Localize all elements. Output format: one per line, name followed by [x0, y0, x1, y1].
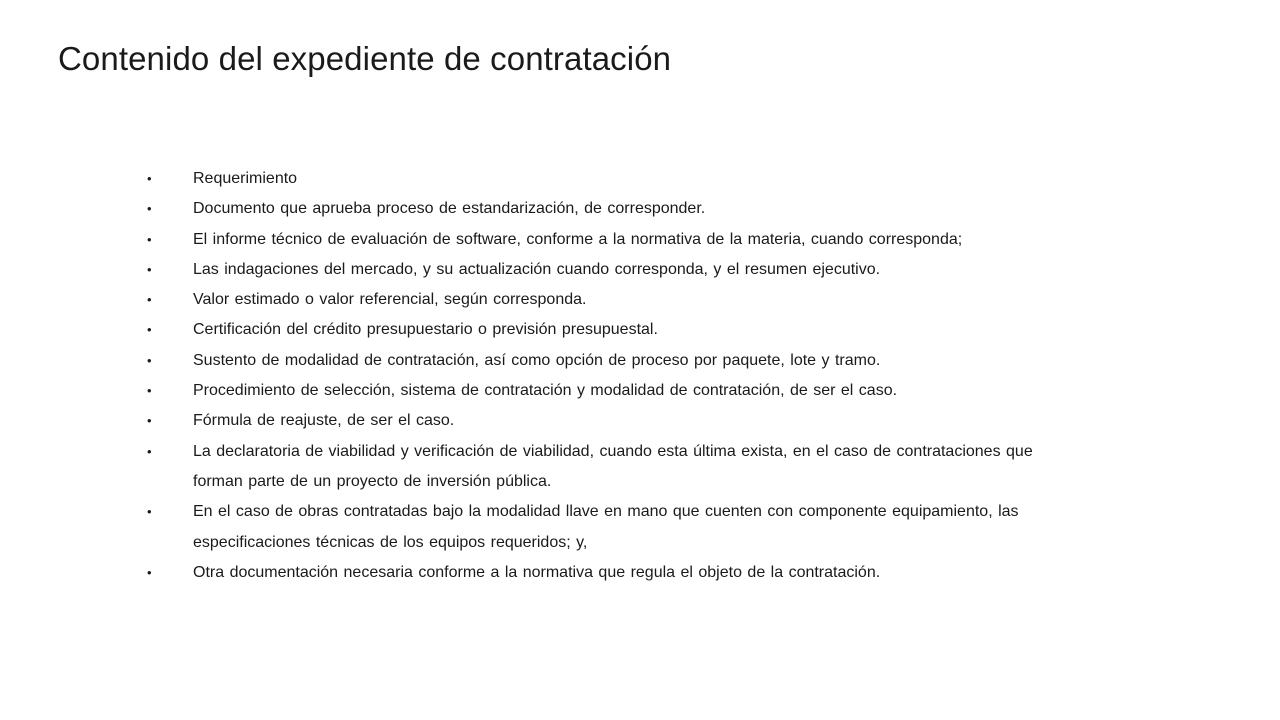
bullet-icon: •	[147, 292, 152, 308]
list-item-text: Certificación del crédito presupuestario o previsión presupuestal.	[193, 321, 658, 339]
list-item	[145, 346, 1045, 376]
bullet-icon: •	[147, 443, 152, 459]
list-item	[145, 194, 1045, 224]
list-item-text: Sustento de modalidad de contratación, así como opción de proceso por paquete, lote y tramo.	[193, 351, 881, 369]
list-item	[145, 285, 1045, 315]
list-item-text: En el caso de obras contratadas bajo la modalidad llave en mano que cuenten con componente equipamiento, las especificaciones técnicas de los equipos requeridos; y,	[193, 503, 1019, 551]
bullet-icon: •	[147, 504, 152, 520]
list-item	[145, 225, 1045, 255]
list-item-text: Documento que aprueba proceso de estandarización, de corresponder.	[193, 200, 706, 218]
bullet-icon: •	[147, 352, 152, 368]
list-item	[145, 558, 1045, 588]
bullet-icon: •	[147, 383, 152, 399]
list-item-text: El informe técnico de evaluación de software, conforme a la normativa de la materia, cuando corresponda;	[193, 230, 963, 248]
bullet-icon: •	[147, 261, 152, 277]
list-item	[145, 406, 1045, 436]
bullet-icon: •	[147, 231, 152, 247]
list-item-text: Las indagaciones del mercado, y su actualización cuando corresponda, y el resumen ejecutivo.	[193, 260, 881, 278]
bullet-icon: •	[147, 171, 152, 186]
bullet-icon: •	[147, 413, 152, 429]
list-item	[145, 437, 1045, 498]
list-item-text: Otra documentación necesaria conforme a la normativa que regula el objeto de la contratación.	[193, 563, 881, 581]
bullet-list	[145, 164, 1045, 588]
bullet-icon: •	[147, 201, 152, 217]
list-item-text: La declaratoria de viabilidad y verificación de viabilidad, cuando esta última exista, en el caso de contrataciones que forman parte de un proyecto de inversión pública.	[193, 442, 1033, 490]
bullet-icon: •	[147, 564, 152, 580]
list-item	[145, 497, 1045, 558]
list-item	[145, 164, 1045, 194]
list-item	[145, 255, 1045, 285]
list-item-text: Requerimiento	[193, 170, 298, 187]
list-item	[145, 376, 1045, 406]
list-item	[145, 315, 1045, 345]
bullet-icon: •	[147, 322, 152, 338]
list-item-text: Fórmula de reajuste, de ser el caso.	[193, 412, 455, 430]
list-item-text: Valor estimado o valor referencial, según corresponda.	[193, 291, 587, 309]
slide-title: Contenido del expediente de contratación	[58, 40, 672, 77]
list-item-text: Procedimiento de selección, sistema de contratación y modalidad de contratación, de ser el caso.	[193, 382, 898, 400]
